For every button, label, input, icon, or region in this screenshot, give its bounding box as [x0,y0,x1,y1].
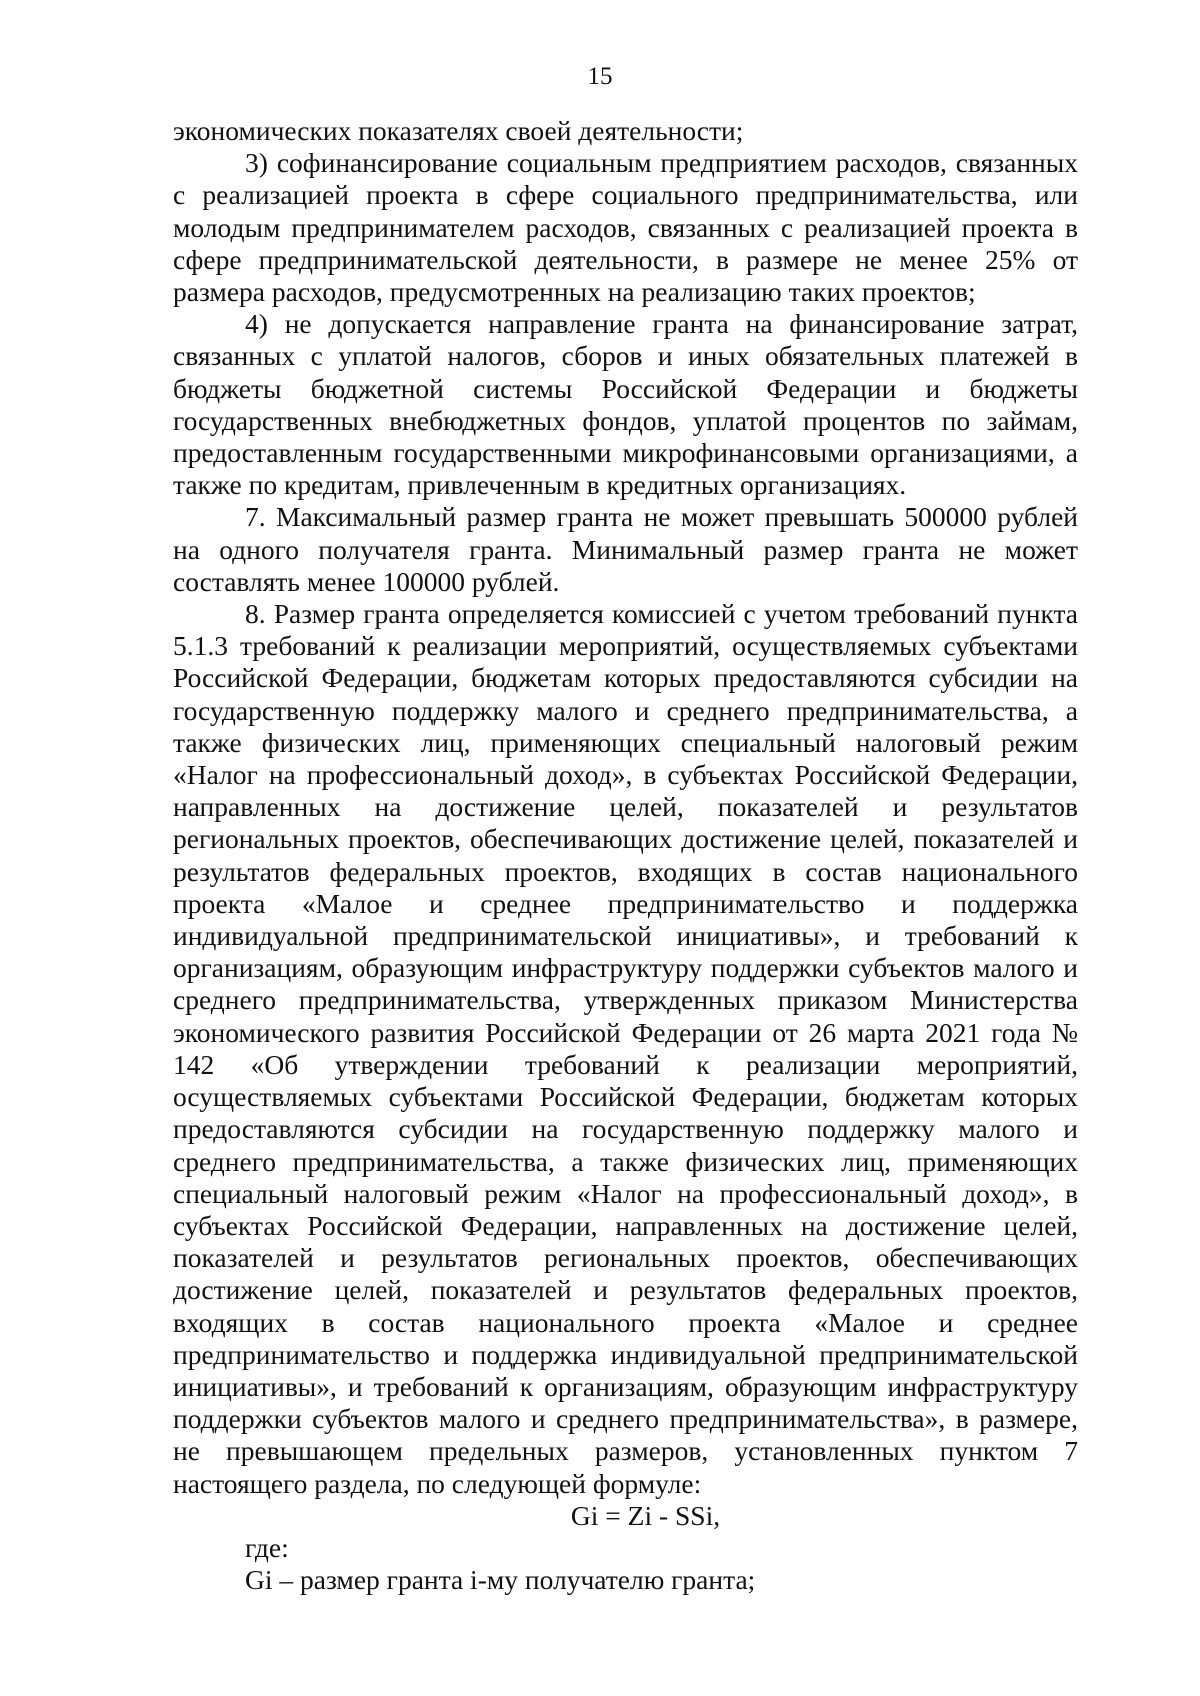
paragraph-item-3: 3) софинансирование социальным предприятием расходов, связанных с реализацией проекта в сфере социального предпринимательства, или молодым предпринимателем расходов, связанных с реализацией проекта в сфере предпринимательской деятельности, в размере не менее 25% от размера расходов, предусмотренных на реализацию таких проектов; [173,147,1078,308]
definition-gi: Gi – размер гранта i-му получателю гранта; [245,1564,756,1596]
grant-formula: Gi = Zi - SSi, [570,1499,721,1531]
document-body [173,115,1078,1596]
paragraph-item-4: 4) не допускается направление гранта на финансирование затрат, связанных с уплатой налогов, сборов и иных обязательных платежей в бюджеты бюджетной системы Российской Федерации и бюджеты государственных внебюджетных фондов, уплатой процентов по займам, предоставленным государственными микрофинансовыми организациями, а также по кредитам, привлеченным в кредитных организациях. [173,308,1078,501]
paragraph-continuation: экономических показателях своей деятельности; [173,115,744,146]
where-label: где: [245,1531,289,1563]
paragraph-item-7: 7. Максимальный размер гранта не может превышать 500000 рублей на одного получателя гранта. Минимальный размер гранта не может составлять менее 100000 рублей. [173,501,1078,597]
paragraph-item-8: 8. Размер гранта определяется комиссией с учетом требований пункта 5.1.3 требований к реализации мероприятий, осуществляемых субъектами Российской Федерации, бюджетам которых предоставляются субсидии на государственную поддержку малого и среднего предпринимательства, а также физических лиц, применяющих специальный налоговый режим «Налог на профессиональный доход», в субъектах Российской Федерации, направленных на достижение целей, показателей и результатов региональных проектов, обеспечивающих достижение целей, показателей и результатов федеральных проектов, входящих в состав национального проекта «Малое и среднее предпринимательство и поддержка индивидуальной предпринимательской инициативы», и требований к организациям, образующим инфраструктуру поддержки субъектов малого и среднего предпринимательства, утвержденных приказом Министерства экономического развития Российской Федерации от 26 марта 2021 года № 142 «Об утверждении требований к реализации мероприятий, осуществляемых субъектами Российской Федерации, бюджетам которых предоставляются субсидии на государственную поддержку малого и среднего предпринимательства, а также физических лиц, применяющих специальный налоговый режим «Налог на профессиональный доход», в субъектах Российской Федерации, направленных на достижение целей, показателей и результатов региональных проектов, обеспечивающих достижение целей, показателей и результатов федеральных проектов, входящих в состав национального проекта «Малое и среднее предпринимательство и поддержка индивидуальной предпринимательской инициативы», и требований к организациям, образующим инфраструктуру поддержки субъектов малого и среднего предпринимательства», в размере, не превышающем предельных размеров, установленных пунктом 7 настоящего раздела, по следующей формуле: [173,598,1078,1499]
page-number: 15 [587,63,613,90]
